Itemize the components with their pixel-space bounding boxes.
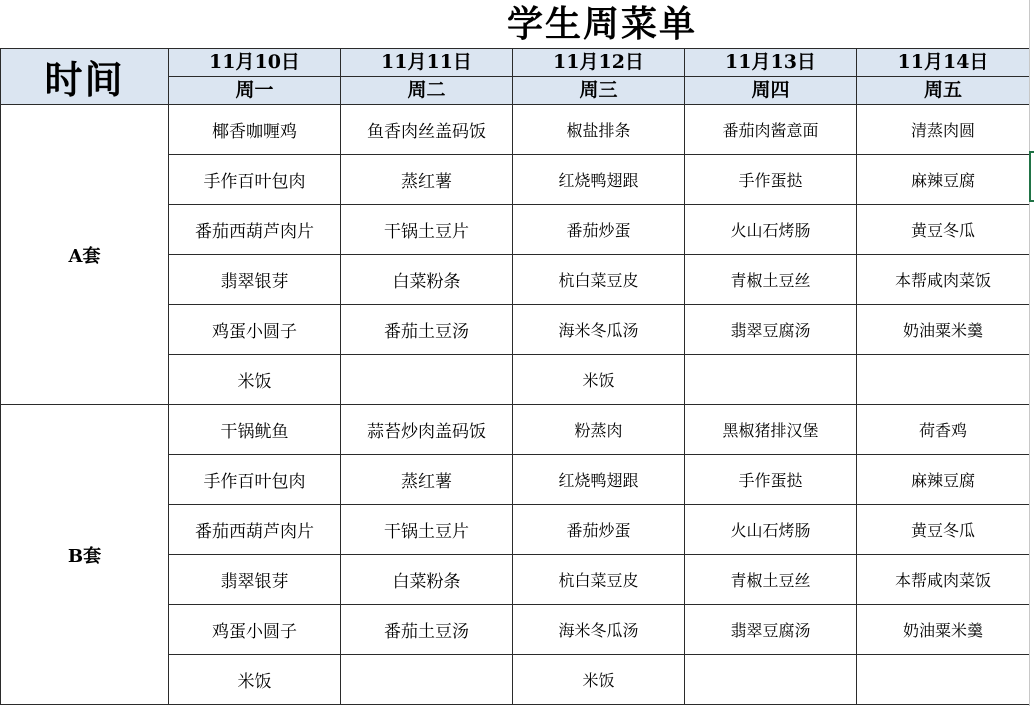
dish-cell[interactable]: 手作蛋挞 — [685, 155, 857, 205]
dish-cell[interactable]: 鱼香肉丝盖码饭 — [341, 105, 513, 155]
dish-cell[interactable]: 蒜苔炒肉盖码饭 — [341, 405, 513, 455]
date-header-cell[interactable]: 11月14日 — [857, 49, 1030, 77]
dish-cell[interactable]: 翡翠银芽 — [169, 555, 341, 605]
menu-row — [1, 405, 1030, 455]
dish-cell[interactable] — [857, 655, 1030, 705]
dish-cell[interactable]: 干锅土豆片 — [341, 505, 513, 555]
dish-cell[interactable] — [341, 355, 513, 405]
dish-cell[interactable]: 本帮咸肉菜饭 — [857, 255, 1030, 305]
weekday-header-cell[interactable]: 周四 — [685, 77, 857, 105]
dish-cell[interactable]: 翡翠豆腐汤 — [685, 305, 857, 355]
dish-cell[interactable]: 麻辣豆腐 — [857, 455, 1030, 505]
cell-selection-indicator — [1029, 151, 1034, 202]
dish-cell[interactable]: 红烧鸭翅跟 — [513, 155, 685, 205]
weekday-header-cell[interactable]: 周三 — [513, 77, 685, 105]
column-edge — [1029, 0, 1034, 706]
weekday-header-cell[interactable]: 周五 — [857, 77, 1030, 105]
dish-cell[interactable]: 蒸红薯 — [341, 455, 513, 505]
dish-cell[interactable]: 海米冬瓜汤 — [513, 605, 685, 655]
menu-row — [1, 105, 1030, 155]
dish-cell[interactable]: 鸡蛋小圆子 — [169, 605, 341, 655]
dish-cell[interactable]: 杭白菜豆皮 — [513, 255, 685, 305]
header-date-row — [1, 49, 1030, 77]
dish-cell[interactable] — [685, 355, 857, 405]
dish-cell[interactable]: 番茄土豆汤 — [341, 305, 513, 355]
dish-cell[interactable]: 鸡蛋小圆子 — [169, 305, 341, 355]
set-label-cell[interactable]: B套 — [1, 405, 169, 705]
dish-cell[interactable]: 手作蛋挞 — [685, 455, 857, 505]
dish-cell[interactable]: 白菜粉条 — [341, 255, 513, 305]
dish-cell[interactable]: 蒸红薯 — [341, 155, 513, 205]
dish-cell[interactable]: 米饭 — [513, 355, 685, 405]
dish-cell[interactable]: 黄豆冬瓜 — [857, 505, 1030, 555]
dish-cell[interactable]: 荷香鸡 — [857, 405, 1030, 455]
set-label-cell[interactable]: A套 — [1, 105, 169, 405]
date-header-cell[interactable]: 11月11日 — [341, 49, 513, 77]
menu-table — [0, 48, 1030, 705]
dish-cell[interactable]: 火山石烤肠 — [685, 505, 857, 555]
dish-cell[interactable]: 火山石烤肠 — [685, 205, 857, 255]
dish-cell[interactable]: 清蒸肉圆 — [857, 105, 1030, 155]
dish-cell[interactable]: 番茄西葫芦肉片 — [169, 505, 341, 555]
dish-cell[interactable]: 米饭 — [513, 655, 685, 705]
weekday-header-cell[interactable]: 周二 — [341, 77, 513, 105]
dish-cell[interactable]: 干锅土豆片 — [341, 205, 513, 255]
dish-cell[interactable]: 粉蒸肉 — [513, 405, 685, 455]
dish-cell[interactable]: 翡翠豆腐汤 — [685, 605, 857, 655]
dish-cell[interactable]: 红烧鸭翅跟 — [513, 455, 685, 505]
dish-cell[interactable]: 手作百叶包肉 — [169, 155, 341, 205]
dish-cell[interactable]: 黑椒猪排汉堡 — [685, 405, 857, 455]
dish-cell[interactable]: 本帮咸肉菜饭 — [857, 555, 1030, 605]
dish-cell[interactable]: 奶油粟米羹 — [857, 305, 1030, 355]
dish-cell[interactable]: 海米冬瓜汤 — [513, 305, 685, 355]
dish-cell[interactable]: 奶油粟米羹 — [857, 605, 1030, 655]
dish-cell[interactable]: 米饭 — [169, 355, 341, 405]
dish-cell[interactable]: 椰香咖喱鸡 — [169, 105, 341, 155]
weekday-header-cell[interactable]: 周一 — [169, 77, 341, 105]
date-header-cell[interactable]: 11月12日 — [513, 49, 685, 77]
dish-cell[interactable]: 番茄炒蛋 — [513, 205, 685, 255]
dish-cell[interactable]: 番茄土豆汤 — [341, 605, 513, 655]
dish-cell[interactable]: 椒盐排条 — [513, 105, 685, 155]
dish-cell[interactable]: 麻辣豆腐 — [857, 155, 1030, 205]
dish-cell[interactable]: 米饭 — [169, 655, 341, 705]
dish-cell[interactable] — [857, 355, 1030, 405]
time-header-cell[interactable]: 时间 — [1, 49, 169, 105]
dish-cell[interactable]: 杭白菜豆皮 — [513, 555, 685, 605]
dish-cell[interactable]: 番茄西葫芦肉片 — [169, 205, 341, 255]
dish-cell[interactable] — [341, 655, 513, 705]
sheet-title: 学生周菜单 — [506, 3, 697, 45]
dish-cell[interactable]: 白菜粉条 — [341, 555, 513, 605]
dish-cell[interactable]: 干锅鱿鱼 — [169, 405, 341, 455]
dish-cell[interactable]: 番茄肉酱意面 — [685, 105, 857, 155]
dish-cell[interactable] — [685, 655, 857, 705]
dish-cell[interactable]: 翡翠银芽 — [169, 255, 341, 305]
dish-cell[interactable]: 青椒土豆丝 — [685, 555, 857, 605]
dish-cell[interactable]: 番茄炒蛋 — [513, 505, 685, 555]
date-header-cell[interactable]: 11月10日 — [169, 49, 341, 77]
menu-table-body — [1, 49, 1030, 705]
dish-cell[interactable]: 手作百叶包肉 — [169, 455, 341, 505]
date-header-cell[interactable]: 11月13日 — [685, 49, 857, 77]
dish-cell[interactable]: 青椒土豆丝 — [685, 255, 857, 305]
dish-cell[interactable]: 黄豆冬瓜 — [857, 205, 1030, 255]
